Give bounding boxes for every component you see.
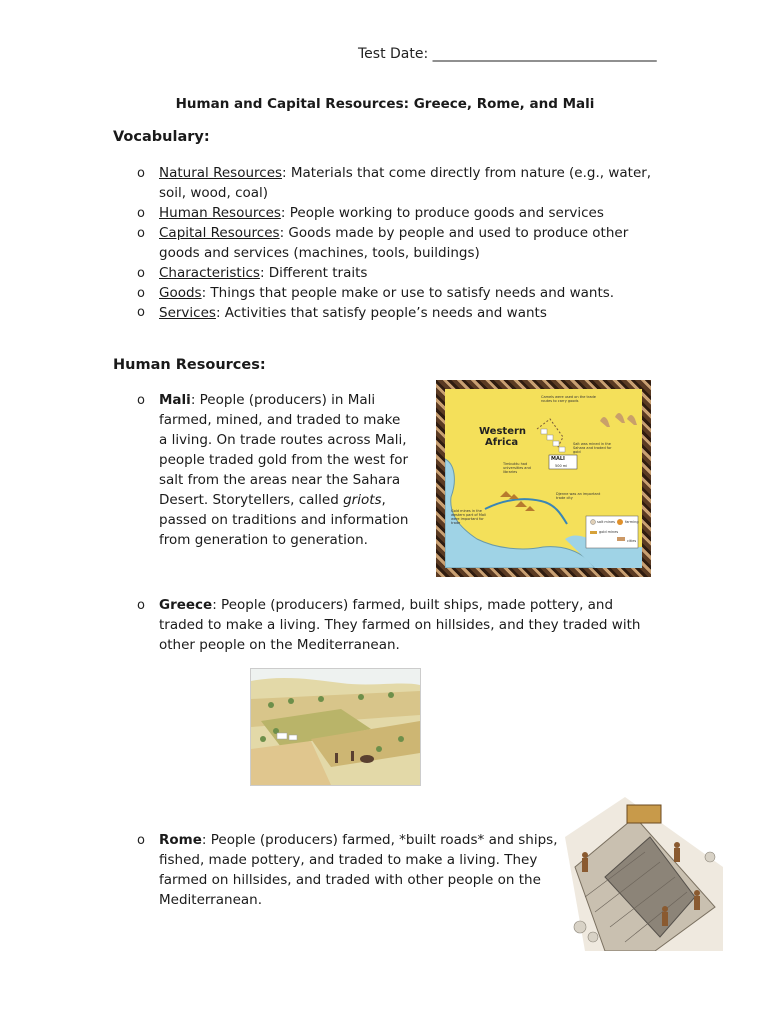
- bullet: o: [137, 226, 145, 241]
- vocab-item-human-resources: [159, 203, 604, 223]
- document-title: Human and Capital Resources: Greece, Rome, and Mali: [175, 96, 595, 112]
- mali-line: : People (producers) in Mali: [190, 392, 376, 408]
- vocab-item-characteristics: [159, 263, 367, 283]
- map-note-camels: Camels were used on the trade routes to carry goods: [541, 395, 596, 403]
- map-note-mali: MALI: [551, 456, 565, 462]
- map-legend-gold: gold mines: [599, 530, 619, 534]
- rome-line: : People (producers) farmed, *built roads* and ships,: [201, 832, 558, 848]
- map-legend-salt: salt mines: [597, 520, 616, 524]
- mali-line: from generation to generation.: [159, 532, 368, 548]
- bullet: o: [137, 266, 145, 281]
- rome-line: fished, made pottery, and traded to make a living. They: [159, 852, 538, 868]
- bullet: o: [137, 166, 145, 181]
- vocab-definition: : Things that people make or use to satisfy needs and wants.: [201, 285, 615, 301]
- mali-paragraph: [159, 390, 424, 550]
- mali-line: farmed, mined, and traded to make: [159, 412, 401, 428]
- map-legend-farming: farming: [625, 520, 639, 524]
- vocabulary-heading: Vocabulary:: [113, 129, 210, 145]
- rome-line: farmed on hillsides, and traded with other people on the: [159, 872, 541, 888]
- vocab-item-goods: [159, 283, 614, 303]
- vocab-definition: : Different traits: [259, 265, 368, 281]
- greece-line: traded to make a living. They farmed on hillsides, and they traded with: [159, 617, 641, 633]
- map-illustration: [445, 389, 642, 568]
- vocab-item-natural-resources: [159, 163, 651, 183]
- vocab-term: Goods: [159, 285, 202, 301]
- vocab-term: Natural Resources: [159, 165, 283, 181]
- mali-text: ,: [381, 492, 386, 508]
- greece-farming-illustration: [250, 668, 421, 786]
- human-resources-heading: Human Resources:: [113, 357, 266, 373]
- vocab-term: Services: [159, 305, 216, 321]
- mali-line: a living. On trade routes across Mali,: [159, 432, 407, 448]
- vocab-definition: : Activities that satisfy people’s needs and wants: [215, 305, 547, 321]
- map-note-timbuktu: Timbuktu had universities and libraries: [503, 462, 531, 474]
- bullet: o: [137, 206, 145, 221]
- vocab-item-services: [159, 303, 547, 323]
- mali-line: [159, 490, 424, 510]
- vocab-definition-continued: soil, wood, coal): [159, 185, 269, 201]
- bullet: o: [137, 833, 145, 848]
- map-title: [479, 426, 526, 448]
- bullet: o: [137, 286, 145, 301]
- bullet: o: [137, 393, 145, 408]
- vocab-definition: : People working to produce goods and services: [280, 205, 604, 221]
- rome-road-building-illustration: [565, 797, 723, 951]
- map-title-line: Africa: [485, 437, 519, 448]
- map-note-gold: Gold mines in the western part of Mali were important for trade: [451, 509, 486, 525]
- griots-term: griots: [343, 492, 382, 508]
- mali-text: Desert. Storytellers, called: [159, 492, 344, 508]
- vocab-definition: : Materials that come directly from nature (e.g., water,: [282, 165, 652, 181]
- mali-line: people traded gold from the west for: [159, 452, 409, 468]
- vocab-term: Capital Resources: [159, 225, 280, 241]
- greece-paragraph: [159, 595, 659, 655]
- test-date-line: Test Date: ________________________________: [358, 46, 657, 62]
- rome-road-scene: [565, 797, 723, 951]
- western-africa-map: [436, 380, 651, 577]
- bullet: o: [137, 598, 145, 613]
- vocab-term: Characteristics: [159, 265, 260, 281]
- mali-line: passed on traditions and information: [159, 512, 409, 528]
- map-note-djenne: Djenne was an important trade city: [556, 492, 601, 500]
- rome-line: Mediterranean.: [159, 892, 262, 908]
- greece-line: other people on the Mediterranean.: [159, 637, 400, 653]
- greece-hillside-scene: [251, 669, 420, 785]
- bullet: o: [137, 305, 145, 320]
- map-scale: 500 mi: [555, 464, 568, 468]
- map-legend-cities: cities: [627, 539, 637, 543]
- map-title-line: Western: [479, 426, 527, 437]
- rome-paragraph: [159, 830, 559, 910]
- greece-line: : People (producers) farmed, built ships, made pottery, and: [212, 597, 614, 613]
- vocab-definition-continued: goods and services (machines, tools, buildings): [159, 245, 480, 261]
- mali-term: Mali: [159, 392, 191, 408]
- vocab-definition: : Goods made by people and used to produce other: [279, 225, 629, 241]
- map-canvas: [445, 389, 642, 568]
- map-note-salt: Salt was mined in the Sahara and traded for gold: [573, 442, 612, 454]
- mali-line: salt from the areas near the Sahara: [159, 472, 401, 488]
- rome-term: Rome: [159, 832, 202, 848]
- vocab-term: Human Resources: [159, 205, 281, 221]
- vocab-item-capital-resources: [159, 223, 628, 243]
- greece-term: Greece: [159, 597, 213, 613]
